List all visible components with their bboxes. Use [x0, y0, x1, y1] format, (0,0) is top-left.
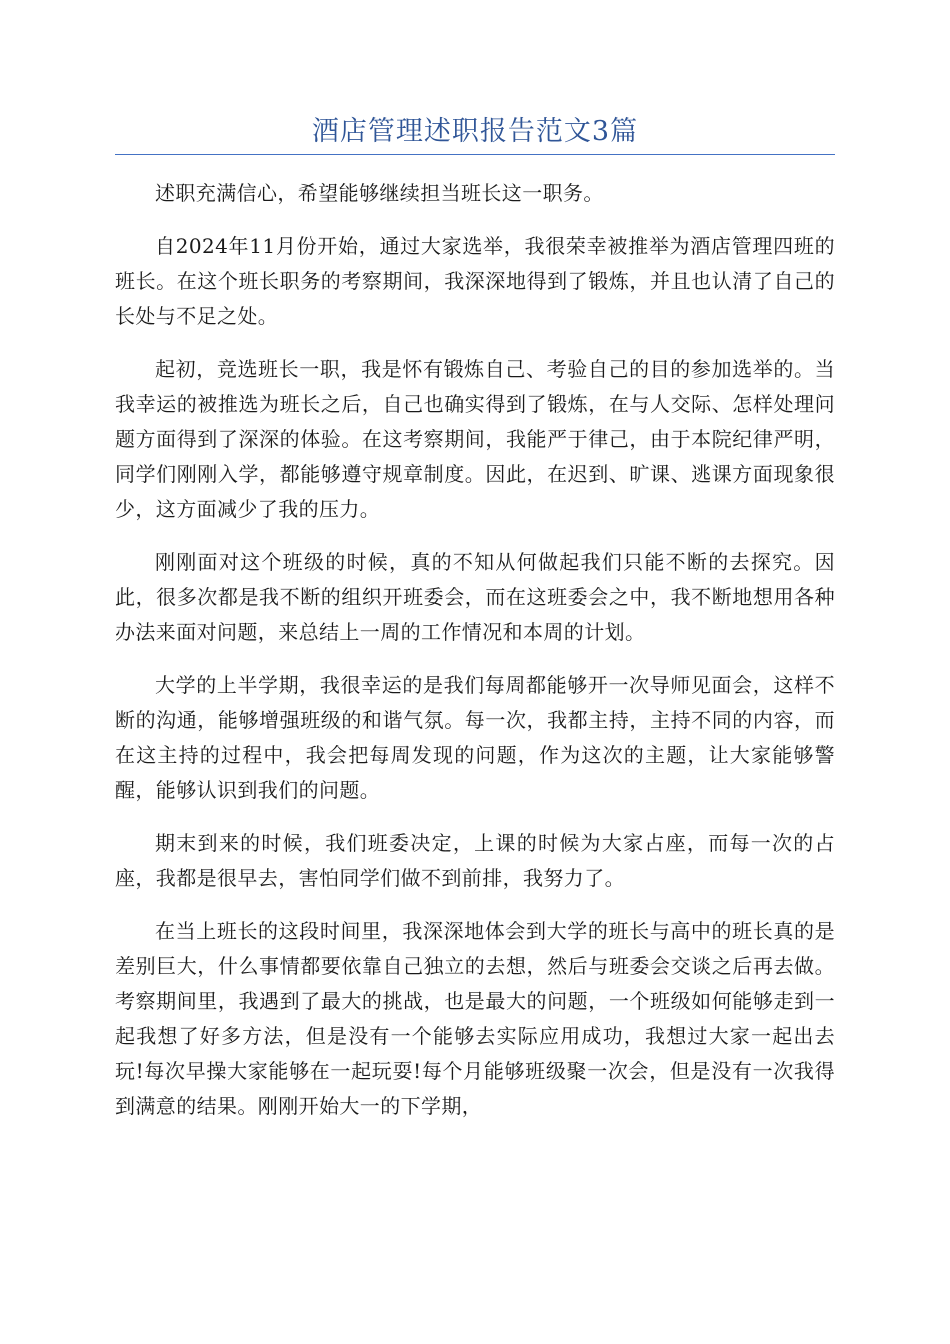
title-underline: [115, 154, 835, 155]
document-body: [115, 176, 835, 1142]
paragraph-3: 起初，竞选班长一职，我是怀有锻炼自己、考验自己的目的参加选举的。当我幸运的被推选为班长之后，自己也确实得到了锻炼，在与人交际、怎样处理问题方面得到了深深的体验。在这考察期间，我能严于律己，由于本院纪律严明，同学们刚刚入学，都能够遵守规章制度。因此，在迟到、旷课、逃课方面现象很少，这方面减少了我的压力。: [115, 357, 835, 521]
paragraph-1: 述职充满信心，希望能够继续担当班长这一职务。: [155, 181, 604, 205]
paragraph-7: 在当上班长的这段时间里，我深深地体会到大学的班长与高中的班长真的是差别巨大，什么事情都要依靠自己独立的去想，然后与班委会交谈之后再去做。考察期间里，我遇到了最大的挑战，也是最大的问题，一个班级如何能够走到一起我想了好多方法，但是没有一个能够去实际应用成功，我想过大家一起出去玩!每次早操大家能够在一起玩耍!每个月能够班级聚一次会，但是没有一次我得到满意的结果。刚刚开始大一的下学期，: [115, 919, 835, 1118]
paragraph-6: 期末到来的时候，我们班委决定，上课的时候为大家占座，而每一次的占座，我都是很早去，害怕同学们做不到前排，我努力了。: [115, 831, 835, 890]
paragraph-5: 大学的上半学期，我很幸运的是我们每周都能够开一次导师见面会，这样不断的沟通，能够增强班级的和谐气氛。每一次，我都主持，主持不同的内容，而在这主持的过程中，我会把每周发现的问题，作为这次的主题，让大家能够警醒，能够认识到我们的问题。: [115, 673, 835, 802]
paragraph-4: 刚刚面对这个班级的时候，真的不知从何做起我们只能不断的去探究。因此，很多次都是我不断的组织开班委会，而在这班委会之中，我不断地想用各种办法来面对问题，来总结上一周的工作情况和本周的计划。: [115, 550, 835, 644]
paragraph-2: 自2024年11月份开始，通过大家选举，我很荣幸被推举为酒店管理四班的班长。在这个班长职务的考察期间，我深深地得到了锻炼，并且也认清了自己的长处与不足之处。: [115, 234, 835, 328]
document-title: 酒店管理述职报告范文3篇: [311, 116, 639, 147]
